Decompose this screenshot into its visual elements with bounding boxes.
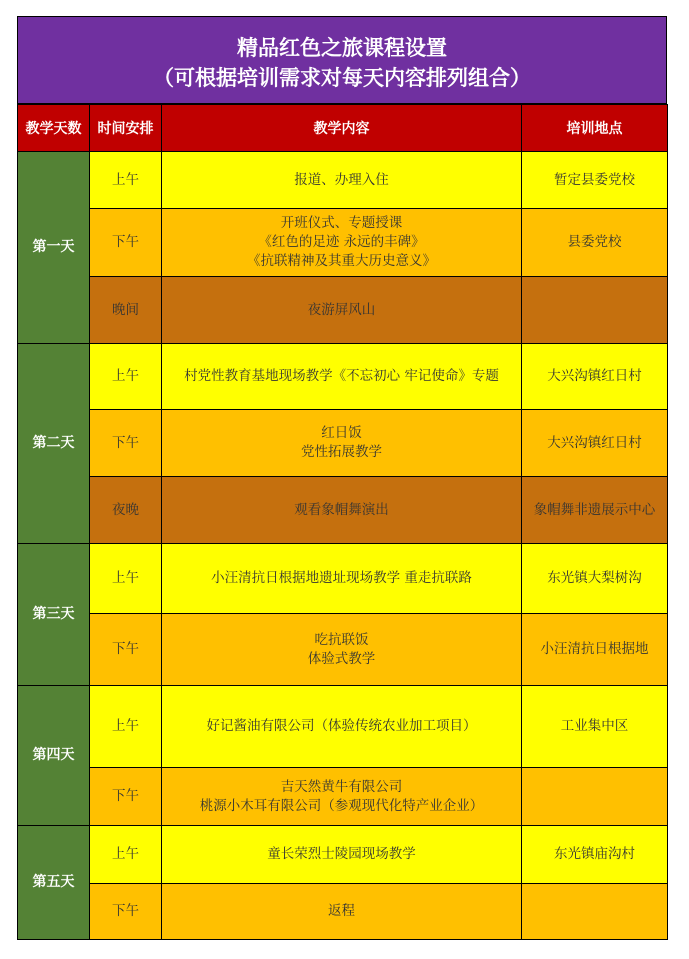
header-location: 培训地点 (522, 105, 668, 152)
day-label: 第四天 (18, 686, 90, 826)
content-line: 吉天然黄牛有限公司 (280, 778, 403, 795)
title-line-1: 精品红色之旅课程设置 (237, 35, 447, 60)
location-cell: 小汪清抗日根据地 (522, 614, 668, 686)
content-line: 党性拓展教学 (301, 444, 382, 460)
content-line: 《抗联精神及其重大历史意义》 (247, 253, 436, 269)
table-row (18, 477, 668, 544)
content-line: 桃源小木耳有限公司（参观现代化特产业企业） (199, 797, 484, 814)
day-label: 第一天 (18, 152, 90, 344)
time-cell: 上午 (90, 152, 162, 209)
table-row (18, 884, 668, 940)
header-time: 时间安排 (90, 105, 162, 152)
header-day: 教学天数 (18, 105, 90, 152)
content-line: 观看象帽舞演出 (294, 501, 389, 518)
time-cell: 下午 (90, 614, 162, 686)
time-cell: 上午 (90, 826, 162, 884)
content-cell (162, 344, 522, 410)
content-line: 夜游屏风山 (307, 301, 376, 318)
content-cell (162, 884, 522, 940)
content-cell (162, 477, 522, 544)
location-cell: 工业集中区 (522, 686, 668, 768)
time-cell: 晚间 (90, 277, 162, 344)
location-cell: 大兴沟镇红日村 (522, 410, 668, 477)
table-row (18, 614, 668, 686)
location-cell: 暂定县委党校 (522, 152, 668, 209)
table-row (18, 277, 668, 344)
content-line: 开班仪式、专题授课 (280, 215, 403, 231)
content-line: 好记酱油有限公司（体验传统农业加工项目） (206, 718, 477, 734)
location-cell: 大兴沟镇红日村 (522, 344, 668, 410)
table-row (18, 209, 668, 277)
time-cell: 上午 (90, 344, 162, 410)
sheet-title (17, 16, 667, 104)
header-row (18, 105, 668, 152)
content-line: 红日饭 (321, 425, 362, 441)
content-cell (162, 826, 522, 884)
table-row (18, 686, 668, 768)
schedule-table (17, 104, 668, 940)
content-line: 村党性教育基地现场教学《不忘初心 牢记使命》专题 (184, 368, 499, 384)
content-line: 体验式教学 (307, 650, 376, 667)
content-cell (162, 410, 522, 477)
table-row (18, 544, 668, 614)
day-label: 第二天 (18, 344, 90, 544)
location-cell (522, 277, 668, 344)
table-row (18, 826, 668, 884)
content-cell (162, 277, 522, 344)
content-line: 报道、办理入住 (294, 171, 389, 188)
title-line-2: （可根据培训需求对每天内容排列组合） (153, 65, 531, 90)
location-cell: 东光镇大梨树沟 (522, 544, 668, 614)
table-row (18, 344, 668, 410)
schedule-body (18, 152, 668, 940)
table-row (18, 410, 668, 477)
time-cell: 下午 (90, 884, 162, 940)
content-line: 小汪清抗日根据地遗址现场教学 重走抗联路 (211, 570, 472, 586)
content-cell (162, 209, 522, 277)
header-content: 教学内容 (162, 105, 522, 152)
time-cell: 下午 (90, 209, 162, 277)
location-cell: 县委党校 (522, 209, 668, 277)
table-row (18, 768, 668, 826)
location-cell: 东光镇庙沟村 (522, 826, 668, 884)
content-cell (162, 152, 522, 209)
day-label: 第三天 (18, 544, 90, 686)
content-cell (162, 544, 522, 614)
location-cell: 象帽舞非遗展示中心 (522, 477, 668, 544)
content-cell (162, 614, 522, 686)
location-cell (522, 768, 668, 826)
schedule-sheet (17, 16, 667, 940)
content-line: 返程 (328, 903, 355, 919)
content-line: 童长荣烈士陵园现场教学 (267, 846, 416, 862)
time-cell: 下午 (90, 410, 162, 477)
time-cell: 上午 (90, 544, 162, 614)
content-line: 吃抗联饭 (314, 631, 369, 648)
location-cell (522, 884, 668, 940)
time-cell: 夜晚 (90, 477, 162, 544)
content-line: 《红色的足迹 永远的丰碑》 (258, 234, 425, 250)
table-row (18, 152, 668, 209)
time-cell: 下午 (90, 768, 162, 826)
content-cell (162, 768, 522, 826)
content-cell (162, 686, 522, 768)
day-label: 第五天 (18, 826, 90, 940)
time-cell: 上午 (90, 686, 162, 768)
